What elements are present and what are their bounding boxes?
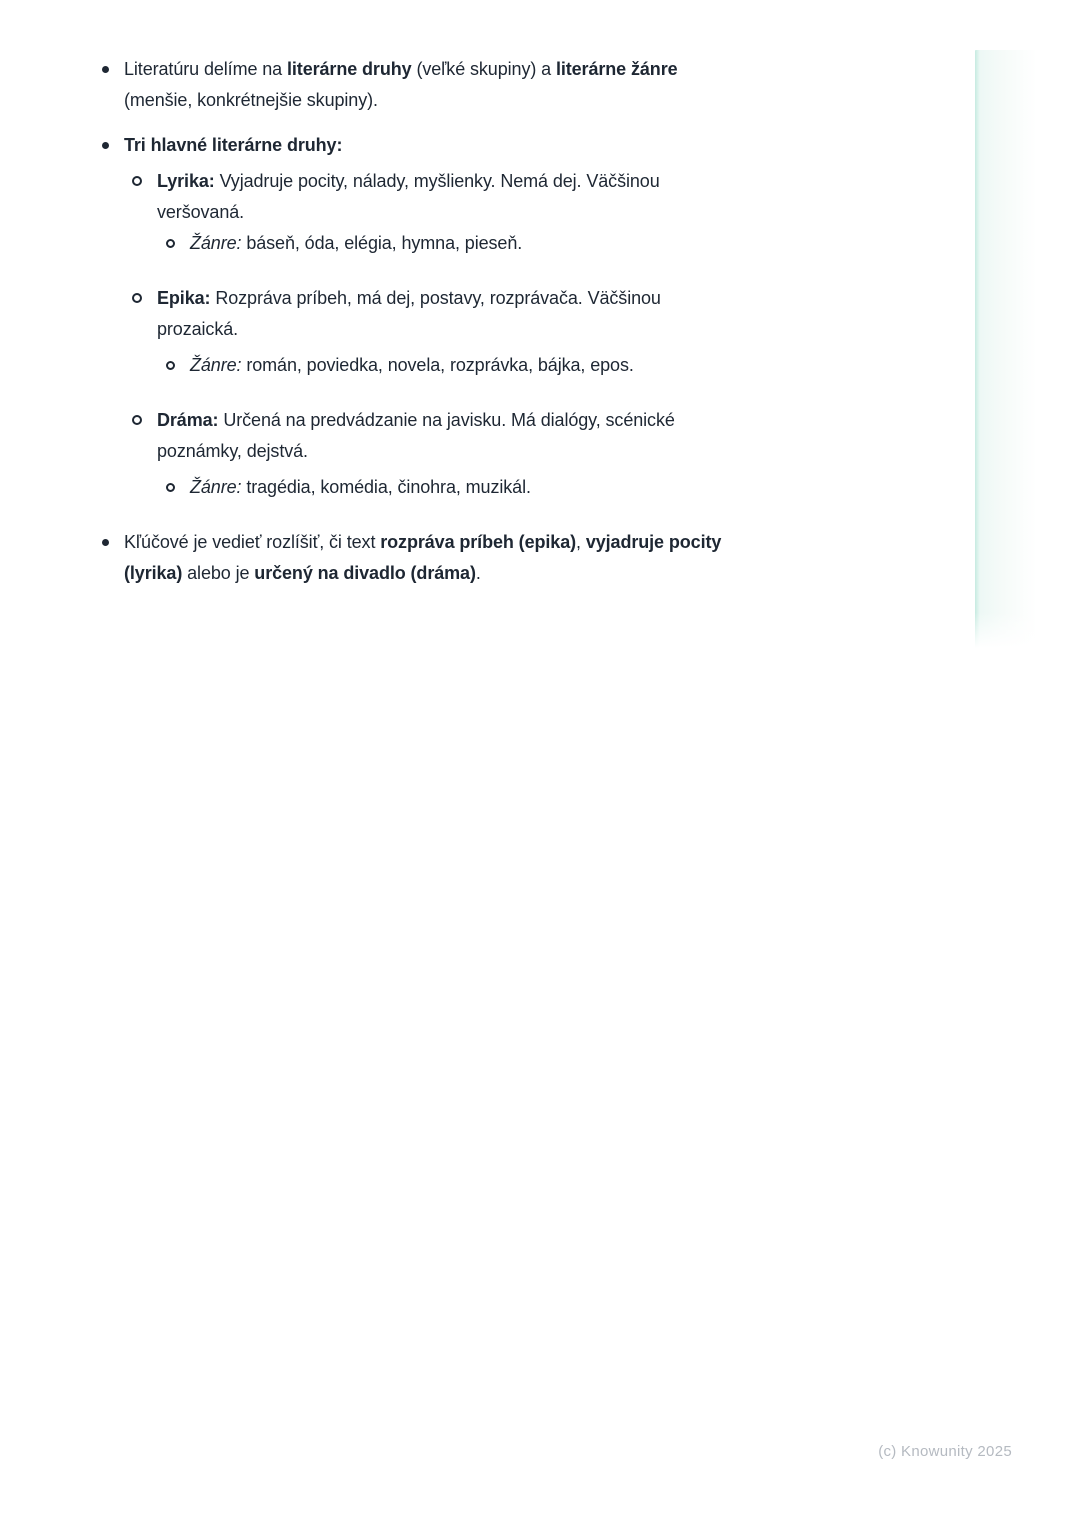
copyright-footer: (c) Knowunity 2025 bbox=[878, 1443, 1012, 1460]
notes-list bbox=[99, 54, 949, 589]
list-item-text: Žánre: román, poviedka, novela, rozprávka, bájka, epos. bbox=[190, 355, 634, 375]
list-item bbox=[99, 472, 949, 503]
bullet-disc-icon bbox=[99, 54, 124, 73]
bullet-circle-icon bbox=[132, 283, 157, 303]
list-item-text: Tri hlavné literárne druhy: bbox=[124, 135, 343, 155]
list-item-text: Epika: Rozpráva príbeh, má dej, postavy, rozprávača. Väčšinou prozaická. bbox=[157, 288, 661, 339]
list-item bbox=[99, 130, 949, 161]
bullet-disc-icon bbox=[99, 527, 124, 546]
bullet-circle-icon bbox=[165, 350, 190, 370]
bullet-circle-icon bbox=[132, 405, 157, 425]
bullet-circle-icon bbox=[132, 166, 157, 186]
list-item bbox=[99, 228, 949, 259]
list-item-text: Literatúru delíme na literárne druhy (veľké skupiny) a literárne žánre (menšie, konkrétnejšie skupiny). bbox=[124, 59, 678, 110]
list-item-text: Žánre: tragédia, komédia, činohra, muzikál. bbox=[190, 477, 531, 497]
list-item-text: Dráma: Určená na predvádzanie na javisku. Má dialógy, scénické poznámky, dejstvá. bbox=[157, 410, 675, 461]
bullet-disc-icon bbox=[99, 130, 124, 149]
bullet-circle-icon bbox=[165, 472, 190, 492]
list-item bbox=[99, 350, 949, 381]
list-item bbox=[99, 166, 949, 228]
list-item-text: Žánre: báseň, óda, elégia, hymna, pieseň. bbox=[190, 233, 523, 253]
list-item-text: Kľúčové je vedieť rozlíšiť, či text rozpráva príbeh (epika), vyjadruje pocity (lyrika) alebo je určený na divadlo (dráma). bbox=[124, 532, 722, 583]
bullet-circle-icon bbox=[165, 228, 190, 248]
list-item bbox=[99, 405, 949, 467]
list-item bbox=[99, 54, 949, 116]
accent-gradient-bar bbox=[975, 50, 1037, 648]
list-item bbox=[99, 527, 949, 589]
list-item bbox=[99, 283, 949, 345]
list-item-text: Lyrika: Vyjadruje pocity, nálady, myšlienky. Nemá dej. Väčšinou veršovaná. bbox=[157, 171, 660, 222]
